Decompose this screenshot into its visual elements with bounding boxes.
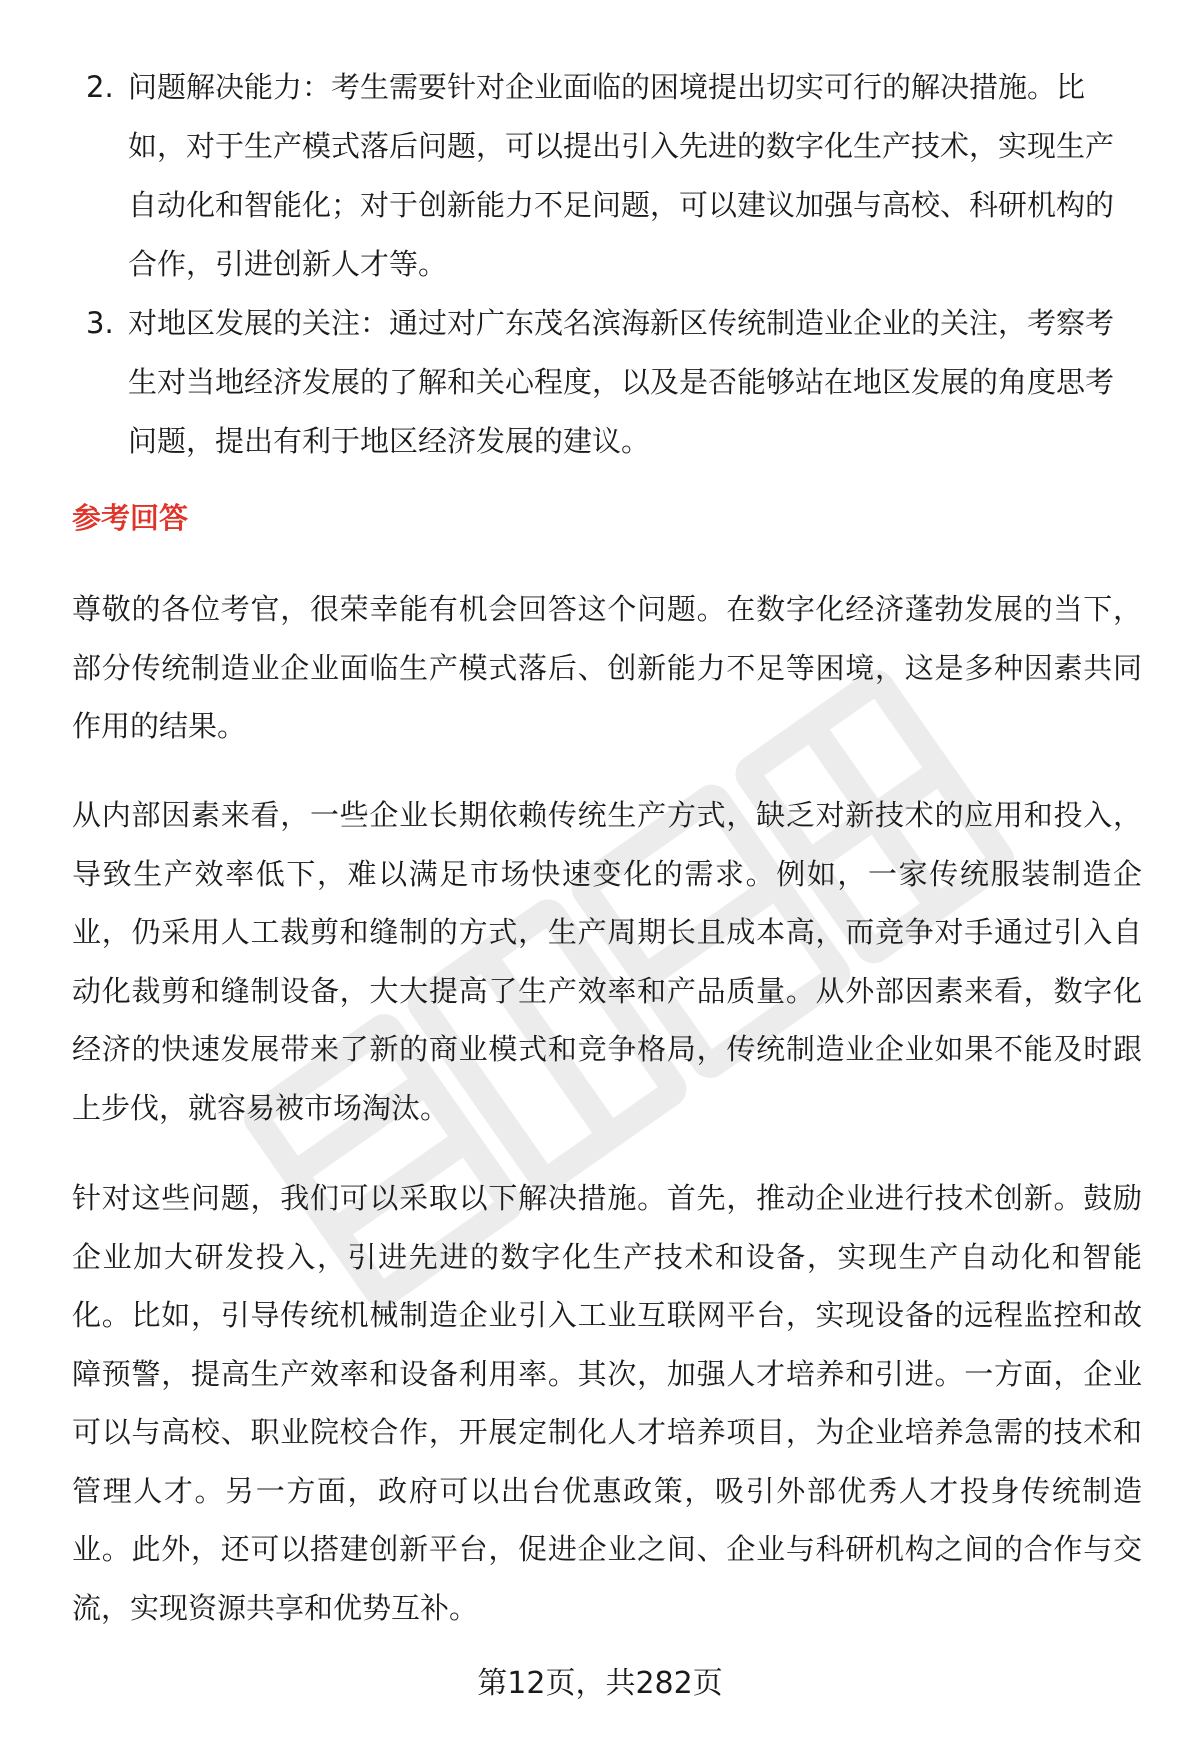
- criteria-list: [72, 58, 1142, 471]
- answer-paragraph: 从内部因素来看，一些企业长期依赖传统生产方式，缺乏对新技术的应用和投入，导致生产效率低下，难以满足市场快速变化的需求。例如，一家传统服装制造企业，仍采用人工裁剪和缝制的方式，生产周期长且成本高，而竞争对手通过引入自动化裁剪和缝制设备，大大提高了生产效率和产品质量。从外部因素来看，数字化经济的快速发展带来了新的商业模式和竞争格局，传统制造业企业如果不能及时跟上步伐，就容易被市场淘汰。: [72, 798, 1142, 1125]
- list-item: [72, 58, 1142, 294]
- section-heading: 参考回答: [72, 501, 189, 535]
- list-item-text: 对地区发展的关注：通过对广东茂名滨海新区传统制造业企业的关注，考察考生对当地经济发展的了解和关心程度，以及是否能够站在地区发展的角度思考问题，提出有利于地区经济发展的建议。: [128, 306, 1115, 458]
- list-item-text: 问题解决能力：考生需要针对企业面临的困境提出切实可行的解决措施。比如，对于生产模式落后问题，可以提出引入先进的数字化生产技术，实现生产自动化和智能化；对于创新能力不足问题，可以建议加强与高校、科研机构的合作，引进创新人才等。: [128, 70, 1115, 281]
- list-item-number: 2.: [86, 70, 114, 104]
- answer-paragraph: 针对这些问题，我们可以采取以下解决措施。首先，推动企业进行技术创新。鼓励企业加大研发投入，引进先进的数字化生产技术和设备，实现生产自动化和智能化。比如，引导传统机械制造企业引入工业互联网平台，实现设备的远程监控和故障预警，提高生产效率和设备利用率。其次，加强人才培养和引进。一方面，企业可以与高校、职业院校合作，开展定制化人才培养项目，为企业培养急需的技术和管理人才。另一方面，政府可以出台优惠政策，吸引外部优秀人才投身传统制造业。此外，还可以搭建创新平台，促进企业之间、企业与科研机构之间的合作与交流，实现资源共享和优势互补。: [72, 1181, 1142, 1625]
- page-number-footer: 第12页，共282页: [477, 1666, 723, 1701]
- list-item: [72, 294, 1142, 471]
- answer-paragraph: 尊敬的各位考官，很荣幸能有机会回答这个问题。在数字化经济蓬勃发展的当下，部分传统制造业企业面临生产模式落后、创新能力不足等困境，这是多种因素共同作用的结果。: [72, 592, 1142, 743]
- list-item-number: 3.: [86, 306, 114, 340]
